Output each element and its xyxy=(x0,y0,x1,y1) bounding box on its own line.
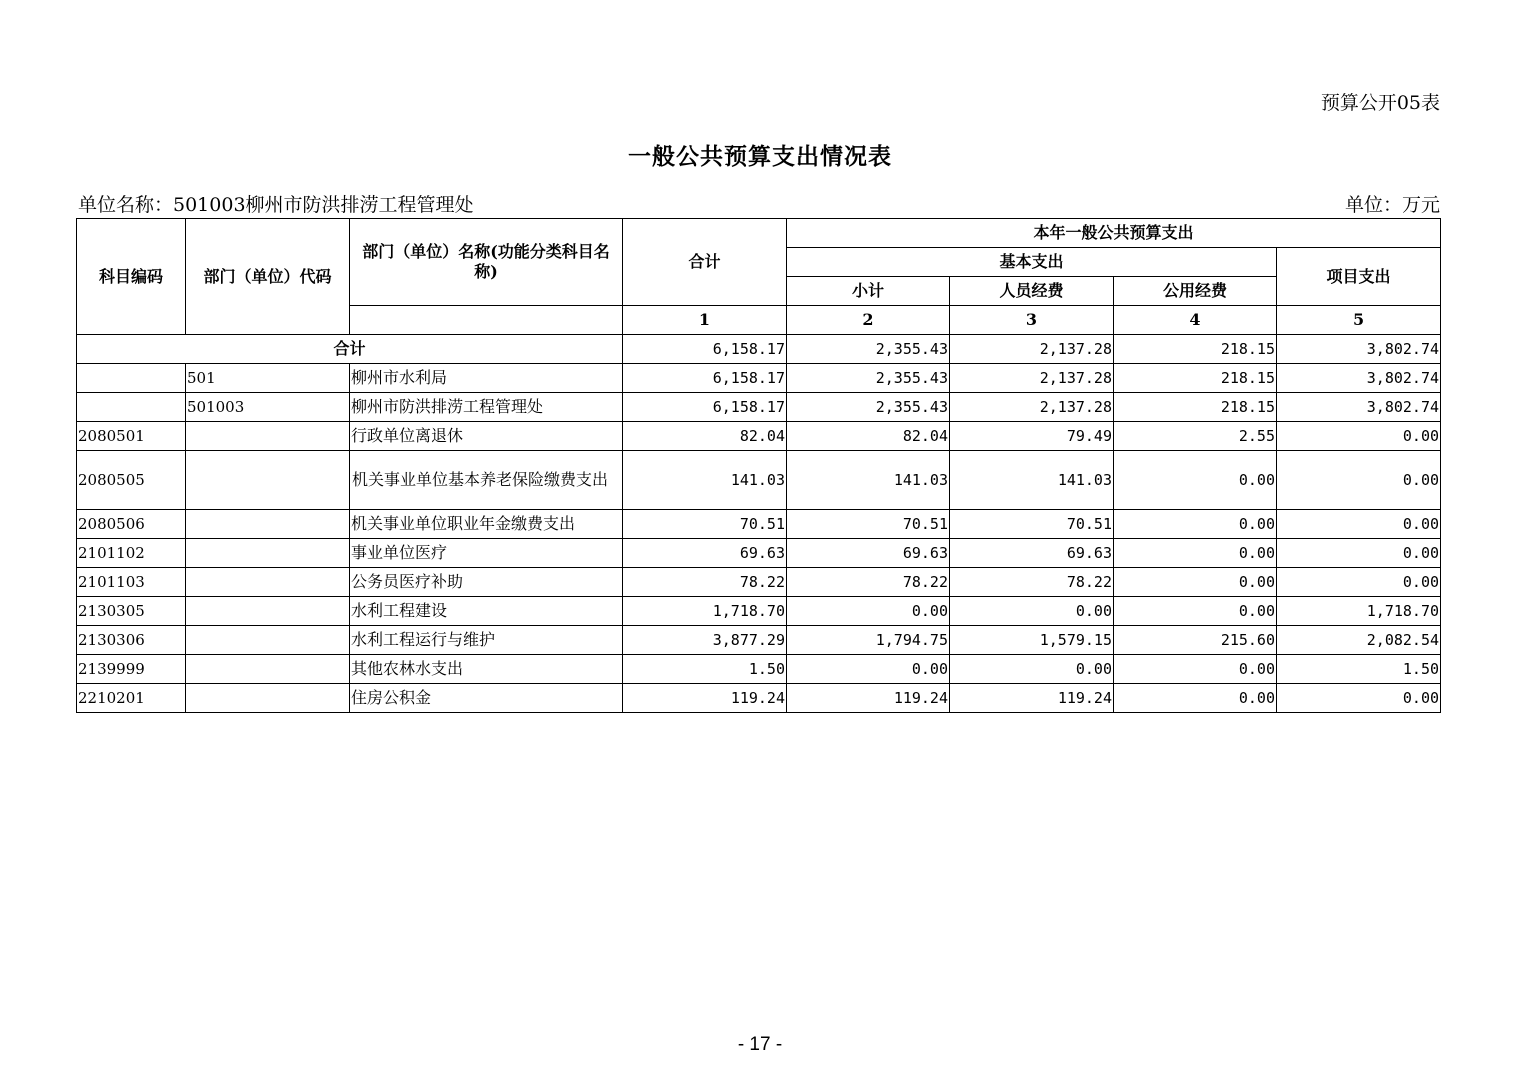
subtotal-cell: 141.03 xyxy=(787,451,950,510)
header-total: 合计 xyxy=(623,219,787,306)
total-cell: 70.51 xyxy=(623,510,787,539)
subject-code-cell: 2080501 xyxy=(77,422,186,451)
subject-code-cell: 2101102 xyxy=(77,539,186,568)
personnel-cell: 0.00 xyxy=(950,597,1114,626)
total-cell: 78.22 xyxy=(623,568,787,597)
name-cell: 其他农林水支出 xyxy=(350,655,623,684)
project-cell: 1.50 xyxy=(1277,655,1441,684)
subtotal-cell: 70.51 xyxy=(787,510,950,539)
subtotal-cell: 1,794.75 xyxy=(787,626,950,655)
public-cell: 218.15 xyxy=(1114,335,1277,364)
table-row xyxy=(77,626,1441,655)
project-cell: 0.00 xyxy=(1277,568,1441,597)
personnel-cell: 2,137.28 xyxy=(950,364,1114,393)
personnel-cell: 78.22 xyxy=(950,568,1114,597)
table-row xyxy=(77,684,1441,713)
table-row xyxy=(77,568,1441,597)
subtotal-cell: 82.04 xyxy=(787,422,950,451)
header-dept-name: 部门（单位）名称(功能分类科目名称) xyxy=(350,219,623,306)
dept-code-cell xyxy=(186,597,350,626)
project-cell: 1,718.70 xyxy=(1277,597,1441,626)
public-cell: 0.00 xyxy=(1114,510,1277,539)
total-cell: 1.50 xyxy=(623,655,787,684)
name-cell: 事业单位医疗 xyxy=(350,539,623,568)
dept-code-cell xyxy=(186,451,350,510)
public-cell: 2.55 xyxy=(1114,422,1277,451)
table-row xyxy=(77,655,1441,684)
subject-code-cell xyxy=(77,364,186,393)
dept-code-cell xyxy=(186,510,350,539)
project-cell: 2,082.54 xyxy=(1277,626,1441,655)
project-cell: 0.00 xyxy=(1277,539,1441,568)
subtotal-cell: 0.00 xyxy=(787,597,950,626)
total-row xyxy=(77,335,1441,364)
total-cell: 69.63 xyxy=(623,539,787,568)
public-cell: 0.00 xyxy=(1114,597,1277,626)
table-row xyxy=(77,539,1441,568)
personnel-cell: 2,137.28 xyxy=(950,335,1114,364)
table-row xyxy=(77,510,1441,539)
personnel-cell: 2,137.28 xyxy=(950,393,1114,422)
project-cell: 3,802.74 xyxy=(1277,335,1441,364)
personnel-cell: 70.51 xyxy=(950,510,1114,539)
name-cell: 水利工程运行与维护 xyxy=(350,626,623,655)
name-cell: 柳州市防洪排涝工程管理处 xyxy=(350,393,623,422)
subject-code-cell: 2130306 xyxy=(77,626,186,655)
header-index-4: 4 xyxy=(1114,306,1277,335)
subject-code-cell: 2139999 xyxy=(77,655,186,684)
name-cell: 机关事业单位职业年金缴费支出 xyxy=(350,510,623,539)
form-number: 预算公开05表 xyxy=(1320,92,1440,114)
dept-code-cell: 501003 xyxy=(186,393,350,422)
public-cell: 215.60 xyxy=(1114,626,1277,655)
header-subtotal: 小计 xyxy=(787,277,950,306)
page-number: - 17 - xyxy=(737,1034,783,1055)
header-public: 公用经费 xyxy=(1114,277,1277,306)
table-row xyxy=(77,451,1441,510)
public-cell: 0.00 xyxy=(1114,655,1277,684)
subtotal-cell: 2,355.43 xyxy=(787,335,950,364)
personnel-cell: 1,579.15 xyxy=(950,626,1114,655)
subject-code-cell: 2080506 xyxy=(77,510,186,539)
public-cell: 0.00 xyxy=(1114,539,1277,568)
project-cell: 0.00 xyxy=(1277,510,1441,539)
header-index-5: 5 xyxy=(1277,306,1441,335)
total-cell: 82.04 xyxy=(623,422,787,451)
dept-code-cell xyxy=(186,539,350,568)
name-cell: 公务员医疗补助 xyxy=(350,568,623,597)
subtotal-cell: 2,355.43 xyxy=(787,393,950,422)
total-cell: 6,158.17 xyxy=(623,393,787,422)
project-cell: 3,802.74 xyxy=(1277,364,1441,393)
personnel-cell: 0.00 xyxy=(950,655,1114,684)
header-index-blank xyxy=(350,306,623,335)
name-cell: 机关事业单位基本养老保险缴费支出 xyxy=(350,451,623,510)
header-index-3: 3 xyxy=(950,306,1114,335)
public-cell: 0.00 xyxy=(1114,684,1277,713)
subject-code-cell: 2210201 xyxy=(77,684,186,713)
header-index-2: 2 xyxy=(787,306,950,335)
subject-code-cell: 2080505 xyxy=(77,451,186,510)
public-cell: 0.00 xyxy=(1114,451,1277,510)
dept-code-cell xyxy=(186,626,350,655)
total-cell: 6,158.17 xyxy=(623,364,787,393)
header-project: 项目支出 xyxy=(1277,248,1441,306)
personnel-cell: 79.49 xyxy=(950,422,1114,451)
subtotal-cell: 78.22 xyxy=(787,568,950,597)
personnel-cell: 119.24 xyxy=(950,684,1114,713)
public-cell: 218.15 xyxy=(1114,364,1277,393)
unit-name: 单位名称：501003柳州市防洪排涝工程管理处 xyxy=(78,194,474,216)
budget-table xyxy=(76,218,1441,713)
header-personnel: 人员经费 xyxy=(950,277,1114,306)
subject-code-cell xyxy=(77,393,186,422)
dept-code-cell xyxy=(186,684,350,713)
project-cell: 0.00 xyxy=(1277,422,1441,451)
name-cell: 住房公积金 xyxy=(350,684,623,713)
total-cell: 6,158.17 xyxy=(623,335,787,364)
header-subject-code: 科目编码 xyxy=(77,219,186,335)
public-cell: 218.15 xyxy=(1114,393,1277,422)
subject-code-cell: 2130305 xyxy=(77,597,186,626)
dept-code-cell xyxy=(186,422,350,451)
total-cell: 119.24 xyxy=(623,684,787,713)
personnel-cell: 69.63 xyxy=(950,539,1114,568)
name-cell: 水利工程建设 xyxy=(350,597,623,626)
subject-code-cell: 2101103 xyxy=(77,568,186,597)
header-current-year: 本年一般公共预算支出 xyxy=(787,219,1441,248)
project-cell: 0.00 xyxy=(1277,684,1441,713)
total-cell: 141.03 xyxy=(623,451,787,510)
table-row xyxy=(77,393,1441,422)
table-row xyxy=(77,597,1441,626)
total-cell: 3,877.29 xyxy=(623,626,787,655)
total-label: 合计 xyxy=(77,335,623,364)
total-cell: 1,718.70 xyxy=(623,597,787,626)
subtotal-cell: 0.00 xyxy=(787,655,950,684)
name-cell: 柳州市水利局 xyxy=(350,364,623,393)
project-cell: 0.00 xyxy=(1277,451,1441,510)
header-basic: 基本支出 xyxy=(787,248,1277,277)
subtotal-cell: 2,355.43 xyxy=(787,364,950,393)
table-row xyxy=(77,422,1441,451)
name-cell: 行政单位离退休 xyxy=(350,422,623,451)
header-dept-code: 部门（单位）代码 xyxy=(186,219,350,335)
header-index-1: 1 xyxy=(623,306,787,335)
subtotal-cell: 119.24 xyxy=(787,684,950,713)
dept-code-cell xyxy=(186,655,350,684)
table-row xyxy=(77,364,1441,393)
subtotal-cell: 69.63 xyxy=(787,539,950,568)
dept-code-cell xyxy=(186,568,350,597)
page-title: 一般公共预算支出情况表 xyxy=(628,143,892,170)
money-unit: 单位：万元 xyxy=(1344,194,1440,216)
dept-code-cell: 501 xyxy=(186,364,350,393)
public-cell: 0.00 xyxy=(1114,568,1277,597)
personnel-cell: 141.03 xyxy=(950,451,1114,510)
project-cell: 3,802.74 xyxy=(1277,393,1441,422)
